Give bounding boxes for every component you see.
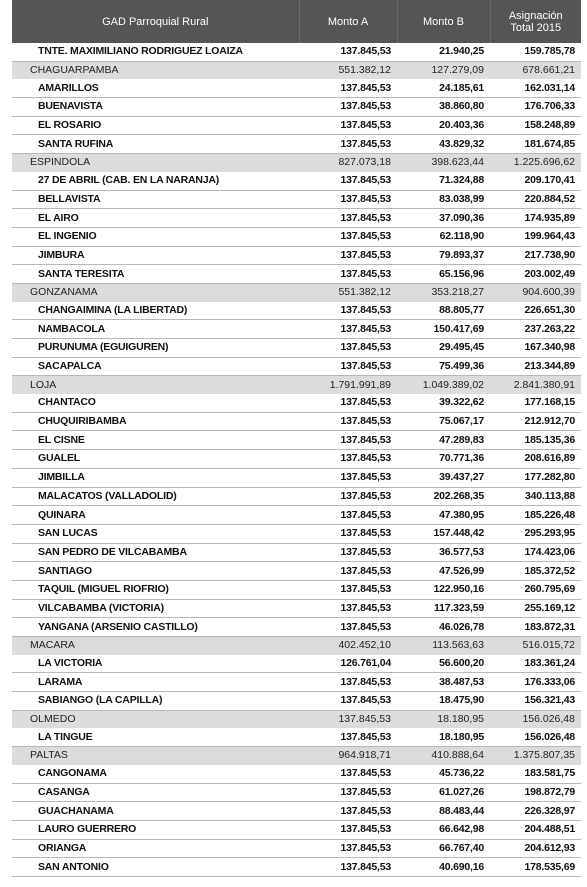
cell-total: 177.168,15 <box>490 394 581 412</box>
cell-monto-a: 137.845,53 <box>299 692 397 711</box>
cell-monto-b: 36.577,53 <box>397 543 490 562</box>
cell-monto-b: 47.380,95 <box>397 506 490 525</box>
cell-monto-b: 127.279,09 <box>397 61 490 79</box>
cell-monto-a: 137.845,53 <box>299 487 397 506</box>
cell-monto-b: 66.642,98 <box>397 820 490 839</box>
cell-total: 183.872,31 <box>490 618 581 637</box>
cell-total: 176.706,33 <box>490 98 581 117</box>
parish-row <box>12 302 581 320</box>
cell-name: SAN ANTONIO <box>12 858 299 877</box>
parish-row <box>12 839 581 858</box>
cell-monto-a: 137.845,53 <box>299 357 397 376</box>
cell-monto-a: 137.845,53 <box>299 468 397 487</box>
cell-monto-b: 38.860,80 <box>397 98 490 117</box>
cell-total: 185.135,36 <box>490 431 581 450</box>
cell-monto-a: 137.845,53 <box>299 302 397 320</box>
cell-name: YANGANA (ARSENIO CASTILLO) <box>12 618 299 637</box>
parish-row <box>12 655 581 673</box>
cell-monto-a: 137.845,53 <box>299 618 397 637</box>
cell-total: 174.935,89 <box>490 209 581 228</box>
cell-monto-b: 18.180,95 <box>397 728 490 746</box>
parish-row <box>12 580 581 599</box>
cell-monto-b: 24.185,61 <box>397 79 490 97</box>
cell-monto-a: 137.845,53 <box>299 172 397 190</box>
parish-row <box>12 543 581 562</box>
cell-name: GUALEL <box>12 450 299 469</box>
cell-name: MALACATOS (VALLADOLID) <box>12 487 299 506</box>
parish-row <box>12 783 581 802</box>
cell-monto-a: 137.845,53 <box>299 820 397 839</box>
cell-monto-a: 137.845,53 <box>299 580 397 599</box>
parish-row <box>12 431 581 450</box>
cell-name: MACARA <box>12 637 299 655</box>
canton-row <box>12 747 581 765</box>
parish-row <box>12 172 581 190</box>
cell-total: 213.344,89 <box>490 357 581 376</box>
cell-name: OLMEDO <box>12 710 299 728</box>
cell-monto-a: 137.845,53 <box>299 320 397 339</box>
table-body <box>12 43 581 876</box>
cell-monto-b: 353.218,27 <box>397 283 490 301</box>
cell-monto-b: 45.736,22 <box>397 765 490 783</box>
cell-total: 516.015,72 <box>490 637 581 655</box>
cell-total: 678.661,21 <box>490 61 581 79</box>
cell-monto-a: 137.845,53 <box>299 412 397 431</box>
cell-monto-a: 137.845,53 <box>299 839 397 858</box>
cell-monto-a: 137.845,53 <box>299 524 397 543</box>
parish-row <box>12 394 581 412</box>
cell-total: 177.282,80 <box>490 468 581 487</box>
cell-monto-a: 137.845,53 <box>299 190 397 209</box>
cell-monto-a: 137.845,53 <box>299 562 397 581</box>
cell-total: 226.651,30 <box>490 302 581 320</box>
cell-name: EL INGENIO <box>12 227 299 246</box>
parish-row <box>12 599 581 618</box>
cell-monto-b: 18.180,95 <box>397 710 490 728</box>
cell-monto-a: 137.845,53 <box>299 506 397 525</box>
cell-monto-b: 46.026,78 <box>397 618 490 637</box>
parish-row <box>12 802 581 821</box>
parish-row <box>12 357 581 376</box>
canton-row <box>12 154 581 172</box>
cell-monto-b: 71.324,88 <box>397 172 490 190</box>
parish-row <box>12 728 581 746</box>
parish-row <box>12 320 581 339</box>
cell-name: LARAMA <box>12 673 299 692</box>
cell-total: 1.225.696,62 <box>490 154 581 172</box>
cell-monto-b: 157.448,42 <box>397 524 490 543</box>
allocation-table <box>12 0 581 877</box>
cell-monto-b: 70.771,36 <box>397 450 490 469</box>
cell-monto-a: 137.845,53 <box>299 79 397 97</box>
parish-row <box>12 79 581 97</box>
cell-name: CHANTACO <box>12 394 299 412</box>
table-header <box>12 0 581 43</box>
cell-total: 204.488,51 <box>490 820 581 839</box>
cell-monto-b: 21.940,25 <box>397 43 490 61</box>
cell-total: 203.002,49 <box>490 265 581 284</box>
parish-row <box>12 412 581 431</box>
parish-row <box>12 265 581 284</box>
cell-name: LA VICTORIA <box>12 655 299 673</box>
cell-monto-b: 40.690,16 <box>397 858 490 877</box>
cell-total: 158.248,89 <box>490 116 581 135</box>
cell-name: SANTIAGO <box>12 562 299 581</box>
parish-row <box>12 135 581 154</box>
cell-total: 156.026,48 <box>490 728 581 746</box>
cell-total: 217.738,90 <box>490 246 581 265</box>
cell-monto-a: 137.845,53 <box>299 710 397 728</box>
cell-monto-a: 137.845,53 <box>299 765 397 783</box>
cell-monto-b: 113.563,63 <box>397 637 490 655</box>
parish-row <box>12 339 581 358</box>
cell-monto-b: 37.090,36 <box>397 209 490 228</box>
cell-monto-b: 79.893,37 <box>397 246 490 265</box>
parish-row <box>12 450 581 469</box>
parish-row <box>12 227 581 246</box>
cell-total: 156.321,43 <box>490 692 581 711</box>
cell-total: 156.026,48 <box>490 710 581 728</box>
cell-name: QUINARA <box>12 506 299 525</box>
parish-row <box>12 524 581 543</box>
cell-monto-b: 29.495,45 <box>397 339 490 358</box>
cell-name: SACAPALCA <box>12 357 299 376</box>
cell-monto-a: 137.845,53 <box>299 783 397 802</box>
cell-monto-a: 126.761,04 <box>299 655 397 673</box>
cell-name: PURUNUMA (EGUIGUREN) <box>12 339 299 358</box>
cell-monto-b: 1.049.389,02 <box>397 376 490 394</box>
parish-row <box>12 506 581 525</box>
cell-name: ESPINDOLA <box>12 154 299 172</box>
cell-name: CHUQUIRIBAMBA <box>12 412 299 431</box>
header-gad: GAD Parroquial Rural <box>12 0 299 43</box>
cell-name: EL AIRO <box>12 209 299 228</box>
cell-monto-a: 827.073,18 <box>299 154 397 172</box>
cell-total: 220.884,52 <box>490 190 581 209</box>
cell-monto-a: 137.845,53 <box>299 673 397 692</box>
cell-monto-a: 137.845,53 <box>299 116 397 135</box>
cell-total: 904.600,39 <box>490 283 581 301</box>
cell-monto-b: 66.767,40 <box>397 839 490 858</box>
cell-name: LOJA <box>12 376 299 394</box>
cell-name: TNTE. MAXIMILIANO RODRIGUEZ LOAIZA <box>12 43 299 61</box>
cell-total: 174.423,06 <box>490 543 581 562</box>
cell-monto-a: 137.845,53 <box>299 802 397 821</box>
cell-monto-b: 39.437,27 <box>397 468 490 487</box>
cell-total: 183.361,24 <box>490 655 581 673</box>
canton-row <box>12 376 581 394</box>
cell-name: JIMBILLA <box>12 468 299 487</box>
header-total-line2: Total 2015 <box>510 21 562 34</box>
cell-monto-b: 150.417,69 <box>397 320 490 339</box>
cell-name: EL ROSARIO <box>12 116 299 135</box>
cell-monto-a: 137.845,53 <box>299 858 397 877</box>
canton-row <box>12 61 581 79</box>
cell-monto-a: 137.845,53 <box>299 227 397 246</box>
cell-monto-a: 551.382,12 <box>299 61 397 79</box>
cell-total: 162.031,14 <box>490 79 581 97</box>
cell-monto-a: 964.918,71 <box>299 747 397 765</box>
cell-total: 159.785,78 <box>490 43 581 61</box>
cell-total: 1.375.807,35 <box>490 747 581 765</box>
cell-monto-a: 137.845,53 <box>299 135 397 154</box>
cell-name: AMARILLOS <box>12 79 299 97</box>
header-total <box>490 0 581 43</box>
cell-monto-b: 83.038,99 <box>397 190 490 209</box>
cell-total: 226.328,97 <box>490 802 581 821</box>
cell-total: 255.169,12 <box>490 599 581 618</box>
cell-name: LAURO GUERRERO <box>12 820 299 839</box>
parish-row <box>12 765 581 783</box>
cell-total: 208.616,89 <box>490 450 581 469</box>
cell-total: 185.372,52 <box>490 562 581 581</box>
parish-row <box>12 468 581 487</box>
cell-monto-a: 137.845,53 <box>299 450 397 469</box>
cell-name: CANGONAMA <box>12 765 299 783</box>
cell-monto-a: 137.845,53 <box>299 599 397 618</box>
cell-monto-b: 410.888,64 <box>397 747 490 765</box>
cell-name: CASANGA <box>12 783 299 802</box>
cell-monto-b: 65.156,96 <box>397 265 490 284</box>
parish-row <box>12 673 581 692</box>
cell-name: BUENAVISTA <box>12 98 299 117</box>
cell-total: 199.964,43 <box>490 227 581 246</box>
cell-monto-b: 75.499,36 <box>397 357 490 376</box>
cell-total: 340.113,88 <box>490 487 581 506</box>
cell-monto-b: 47.289,83 <box>397 431 490 450</box>
parish-row <box>12 246 581 265</box>
cell-name: NAMBACOLA <box>12 320 299 339</box>
cell-monto-b: 39.322,62 <box>397 394 490 412</box>
cell-monto-b: 43.829,32 <box>397 135 490 154</box>
cell-name: VILCABAMBA (VICTORIA) <box>12 599 299 618</box>
canton-row <box>12 710 581 728</box>
cell-name: CHANGAIMINA (LA LIBERTAD) <box>12 302 299 320</box>
cell-monto-a: 402.452,10 <box>299 637 397 655</box>
cell-monto-a: 551.382,12 <box>299 283 397 301</box>
cell-total: 295.293,95 <box>490 524 581 543</box>
cell-total: 167.340,98 <box>490 339 581 358</box>
header-total-line1: Asignación <box>508 9 563 22</box>
parish-row <box>12 209 581 228</box>
parish-row <box>12 562 581 581</box>
cell-total: 183.581,75 <box>490 765 581 783</box>
cell-total: 176.333,06 <box>490 673 581 692</box>
cell-monto-a: 137.845,53 <box>299 431 397 450</box>
cell-name: LA TINGUE <box>12 728 299 746</box>
cell-monto-a: 1.791.991,89 <box>299 376 397 394</box>
cell-name: PALTAS <box>12 747 299 765</box>
cell-name: GONZANAMA <box>12 283 299 301</box>
cell-name: BELLAVISTA <box>12 190 299 209</box>
cell-monto-b: 61.027,26 <box>397 783 490 802</box>
cell-monto-a: 137.845,53 <box>299 43 397 61</box>
header-monto-a: Monto A <box>299 0 397 43</box>
cell-name: GUACHANAMA <box>12 802 299 821</box>
cell-monto-b: 88.805,77 <box>397 302 490 320</box>
cell-monto-a: 137.845,53 <box>299 394 397 412</box>
cell-monto-b: 202.268,35 <box>397 487 490 506</box>
parish-row <box>12 692 581 711</box>
cell-total: 204.612,93 <box>490 839 581 858</box>
cell-total: 2.841.380,91 <box>490 376 581 394</box>
cell-total: 212.912,70 <box>490 412 581 431</box>
cell-monto-b: 62.118,90 <box>397 227 490 246</box>
cell-monto-b: 56.600,20 <box>397 655 490 673</box>
header-monto-b: Monto B <box>397 0 490 43</box>
cell-monto-a: 137.845,53 <box>299 543 397 562</box>
cell-monto-a: 137.845,53 <box>299 98 397 117</box>
cell-total: 209.170,41 <box>490 172 581 190</box>
cell-name: JIMBURA <box>12 246 299 265</box>
cell-name: SANTA RUFINA <box>12 135 299 154</box>
cell-monto-a: 137.845,53 <box>299 265 397 284</box>
cell-monto-a: 137.845,53 <box>299 339 397 358</box>
cell-monto-b: 122.950,16 <box>397 580 490 599</box>
parish-row <box>12 116 581 135</box>
cell-monto-b: 398.623,44 <box>397 154 490 172</box>
parish-row <box>12 43 581 61</box>
parish-row <box>12 487 581 506</box>
cell-total: 181.674,85 <box>490 135 581 154</box>
cell-name: SAN LUCAS <box>12 524 299 543</box>
cell-name: ORIANGA <box>12 839 299 858</box>
cell-total: 198.872,79 <box>490 783 581 802</box>
cell-monto-b: 47.526,99 <box>397 562 490 581</box>
cell-total: 237.263,22 <box>490 320 581 339</box>
cell-monto-b: 18.475,90 <box>397 692 490 711</box>
canton-row <box>12 637 581 655</box>
parish-row <box>12 858 581 877</box>
cell-monto-b: 117.323,59 <box>397 599 490 618</box>
canton-row <box>12 283 581 301</box>
cell-total: 178.535,69 <box>490 858 581 877</box>
cell-monto-a: 137.845,53 <box>299 246 397 265</box>
cell-monto-b: 20.403,36 <box>397 116 490 135</box>
cell-total: 260.795,69 <box>490 580 581 599</box>
parish-row <box>12 190 581 209</box>
cell-monto-b: 88.483,44 <box>397 802 490 821</box>
cell-name: TAQUIL (MIGUEL RIOFRIO) <box>12 580 299 599</box>
cell-total: 185.226,48 <box>490 506 581 525</box>
cell-name: EL CISNE <box>12 431 299 450</box>
cell-monto-a: 137.845,53 <box>299 728 397 746</box>
cell-name: SABIANGO (LA CAPILLA) <box>12 692 299 711</box>
cell-name: CHAGUARPAMBA <box>12 61 299 79</box>
cell-name: 27 DE ABRIL (CAB. EN LA NARANJA) <box>12 172 299 190</box>
cell-monto-b: 75.067,17 <box>397 412 490 431</box>
parish-row <box>12 618 581 637</box>
cell-name: SAN PEDRO DE VILCABAMBA <box>12 543 299 562</box>
cell-monto-a: 137.845,53 <box>299 209 397 228</box>
cell-monto-b: 38.487,53 <box>397 673 490 692</box>
parish-row <box>12 98 581 117</box>
cell-name: SANTA TERESITA <box>12 265 299 284</box>
parish-row <box>12 820 581 839</box>
